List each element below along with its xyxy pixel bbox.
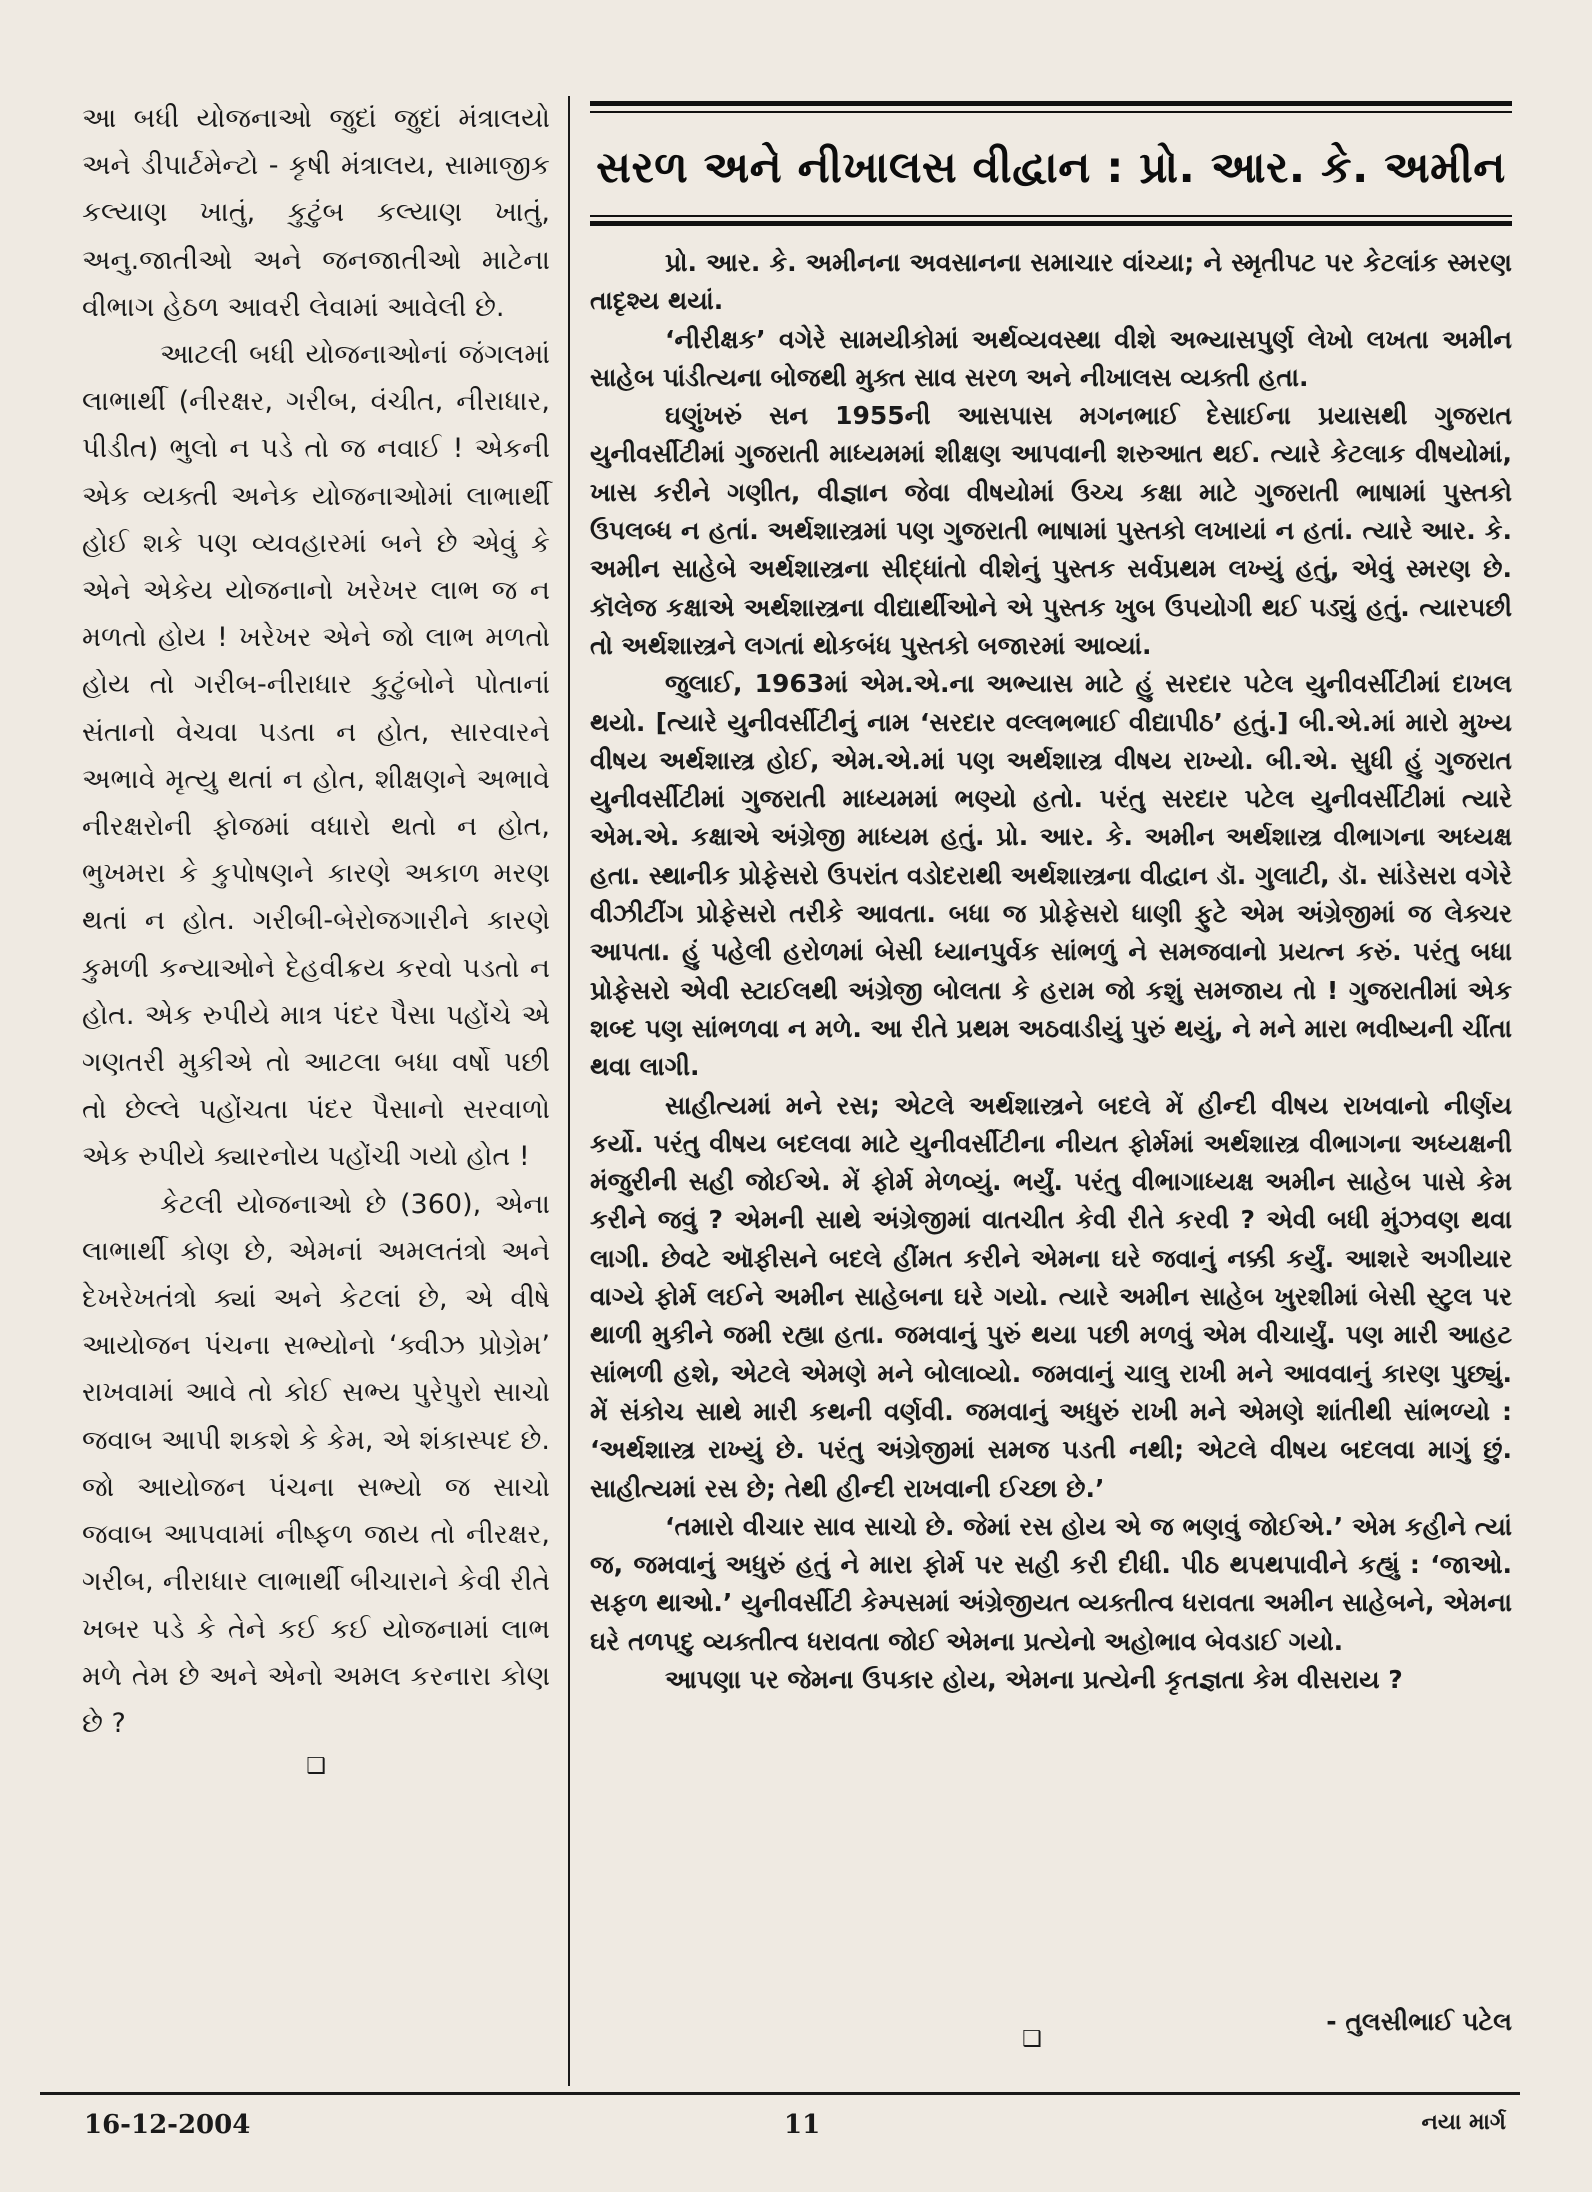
- column-divider: [568, 96, 570, 2086]
- headline-top-rule-thin: [590, 111, 1512, 113]
- left-paragraph: આટલી બધી યોજનાઓનાં જંગલમાં લાભાર્થી (નીરક્ષર, ગરીબ, વંચીત, નીરાધાર, પીડીત) ભુલો ન પડે તો જ નવાઈ ! એકની એક વ્યક્તી અનેક યોજનાઓમાં લાભાર્થી હોઈ શકે પણ વ્યવહારમાં બને છે એવું કે એને એકેય યોજનાનો ખરેખર લાભ જ ન મળતો હોય ! ખરેખર એને જો લાભ મળતો હોય તો ગરીબ-નીરાધાર કુટુંબોને પોતાનાં સંતાનો વેચવા પડતા ન હોત, સારવારને અભાવે મૃત્યુ થતાં ન હોત, શીક્ષણને અભાવે નીરક્ષરોની ફોજમાં વધારો થતો ન હોત, ભુખમરા કે કુપોષણને કારણે અકાળ મરણ થતાં ન હોત. ગરીબી-બેરોજગારીને કારણે કુમળી કન્યાઓને દેહવીક્રય કરવો પડતો ન હોત. એક રુપીયે માત્ર પંદર પૈસા પહોંચે એ ગણતરી મુકીએ તો આટલા બધા વર્ષો પછી તો છેલ્લે પહોંચતા પંદર પૈસાનો સરવાળો એક રુપીયે ક્યારનોય પહોંચી ગયો હોત !: [82, 339, 550, 1173]
- page-number: 11: [784, 2110, 821, 2140]
- article-end-mark: ❑: [1022, 2027, 1042, 2052]
- footer-date: 16-12-2004: [84, 2110, 251, 2140]
- article-paragraph: જુલાઈ, 1963માં એમ.એ.ના અભ્યાસ માટે હું સરદાર પટેલ યુનીવર્સીટીમાં દાખલ થયો. [ત્યારે યુનીવર્સીટીનું નામ ‘સરદાર વલ્લભભાઈ વીદ્યાપીઠ’ હતું.] બી.એ.માં મારો મુખ્ય વીષય અર્થશાસ્ત્ર હોઈ, એમ.એ.માં પણ અર્થશાસ્ત્ર વીષય રાખ્યો. બી.એ. સુધી હું ગુજરાત યુનીવર્સીટીમાં ગુજરાતી માધ્યમમાં ભણ્યો હતો. પરંતુ સરદાર પટેલ યુનીવર્સીટીમાં ત્યારે એમ.એ. કક્ષાએ અંગ્રેજી માધ્યમ હતું. પ્રો. આર. કે. અમીન અર્થશાસ્ત્ર વીભાગના અધ્યક્ષ હતા. સ્થાનીક પ્રોફેસરો ઉપરાંત વડોદરાથી અર્થશાસ્ત્રના વીદ્વાન ડૉ. ગુલાટી, ડૉ. સાંડેસરા વગેરે વીઝીટીંગ પ્રોફેસરો તરીકે આવતા. બધા જ પ્રોફેસરો ધાણી ફુટે એમ અંગ્રેજીમાં જ લેક્ચર આપતા. હું પહેલી હરોળમાં બેસી ધ્યાનપુર્વક સાંભળું ને સમજવાનો પ્રયત્ન કરું. પરંતુ બધા પ્રોફેસરો એવી સ્ટાઈલથી અંગ્રેજી બોલતા કે હરામ જો કશું સમજાય તો ! ગુજરાતીમાં એક શબ્દ પણ સાંભળવા ન મળે. આ રીતે પ્રથમ અઠવાડીયું પુરું થયું, ને મને મારા ભવીષ્યની ચીંતા થવા લાગી.: [590, 669, 1512, 1082]
- footer-rule: [40, 2092, 1520, 2095]
- article-headline: સરળ અને નીખાલસ વીદ્વાન : પ્રો. આર. કે. અમીન: [596, 143, 1506, 193]
- headline-bottom-rule-thin: [590, 215, 1512, 217]
- headline-bottom-rule-thick: [590, 221, 1512, 226]
- headline-top-rule-thick: [590, 101, 1512, 106]
- article-paragraph: આપણા પર જેમના ઉપકાર હોય, એમના પ્રત્યેની કૃતજ્ઞતા કેમ વીસરાય ?: [665, 1664, 1403, 1694]
- left-end-mark: ❑: [306, 1754, 326, 1780]
- article-closing: [590, 2003, 1512, 2063]
- left-paragraph: કેટલી યોજનાઓ છે (360), એના લાભાર્થી કોણ છે, એમનાં અમલતંત્રો અને દેખરેખતંત્રો ક્યાં અને કેટલાં છે, એ વીષે આયોજન પંચના સભ્યોનો ‘ક્વીઝ પ્રોગ્રેમ’ રાખવામાં આવે તો કોઈ સભ્ય પુરેપુરો સાચો જવાબ આપી શકશે કે કેમ, એ શંકાસ્પદ છે. જો આયોજન પંચના સભ્યો જ સાચો જવાબ આપવામાં નીષ્ફળ જાય તો નીરક્ષર, ગરીબ, નીરાધાર લાભાર્થી બીચારાને કેવી રીતે ખબર પડે કે તેને કઈ કઈ યોજનામાં લાભ મળે તેમ છે અને એનો અમલ કરનારા કોણ છે ?: [82, 1188, 550, 1739]
- article-paragraph: ‘નીરીક્ષક’ વગેરે સામયીકોમાં અર્થવ્યવસ્થા વીશે અભ્યાસપુર્ણ લેખો લખતા અમીન સાહેબ પાંડીત્યના બોજથી મુક્ત સાવ સરળ અને નીખાલસ વ્યક્તી હતા.: [590, 324, 1512, 392]
- article-paragraph: ‘તમારો વીચાર સાવ સાચો છે. જેમાં રસ હોય એ જ ભણવું જોઈએ.’ એમ કહીને ત્યાં જ, જમવાનું અધુરું હતું ને મારા ફોર્મ પર સહી કરી દીધી. પીઠ થપથપાવીને કહ્યું : ‘જાઓ. સફળ થાઓ.’ યુનીવર્સીટી કેમ્પસમાં અંગ્રેજીયત વ્યક્તીત્વ ધરાવતા અમીન સાહેબને, એમના ઘરે તળપદુ વ્યક્તીત્વ ધરાવતા જોઈ એમના પ્રત્યેનો અહોભાવ બેવડાઈ ગયો.: [590, 1511, 1512, 1656]
- left-paragraph: આ બધી યોજનાઓ જુદાં જુદાં મંત્રાલયો અને ડીપાર્ટમેન્ટો - કૃષી મંત્રાલય, સામાજીક કલ્યાણ ખાતું, કુટુંબ કલ્યાણ ખાતું, અનુ.જાતીઓ અને જનજાતીઓ માટેના વીભાગ હેઠળ આવરી લેવામાં આવેલી છે.: [82, 103, 550, 323]
- article-author: - તુલસીભાઈ પટેલ: [1326, 2007, 1512, 2036]
- article-paragraph: સાહીત્યમાં મને રસ; એટલે અર્થશાસ્ત્રને બદલે મેં હીન્દી વીષય રાખવાનો નીર્ણય કર્યો. પરંતુ વીષય બદલવા માટે યુનીવર્સીટીના નીયત ફોર્મમાં અર્થશાસ્ત્ર વીભાગના અધ્યક્ષની મંજુરીની સહી જોઈએ. મેં ફોર્મ મેળવ્યું. ભર્યું. પરંતુ વીભાગાધ્યક્ષ અમીન સાહેબ પાસે કેમ કરીને જવું ? એમની સાથે અંગ્રેજીમાં વાતચીત કેવી રીતે કરવી ? એવી બધી મુંઝવણ થવા લાગી. છેવટે ઑફીસને બદલે હીંમત કરીને એમના ઘરે જવાનું નક્કી કર્યું. આશરે અગીયાર વાગ્યે ફોર્મ લઈને અમીન સાહેબના ઘરે ગયો. ત્યારે અમીન સાહેબ ખુરશીમાં બેસી સ્ટુલ પર થાળી મુકીને જમી રહ્યા હતા. જમવાનું પુરું થયા પછી મળવું એમ વીચાર્યું. પણ મારી આહટ સાંભળી હશે, એટલે એમણે મને બોલાવ્યો. જમવાનું ચાલુ રાખી મને આવવાનું કારણ પુછ્યું. મેં સંકોચ સાથે મારી કથની વર્ણવી. જમવાનું અધુરું રાખી મને એમણે શાંતીથી સાંભળ્યો : ‘અર્થશાસ્ત્ર રાખ્યું છે. પરંતુ અંગ્રેજીમાં સમજ પડતી નથી; એટલે વીષય બદલવા માગું છું. સાહીત્યમાં રસ છે; તેથી હીન્દી રાખવાની ઈચ્છા છે.’: [590, 1090, 1512, 1503]
- magazine-name: નયા માર્ગ: [1421, 2110, 1506, 2135]
- article-body: [590, 244, 1512, 1699]
- article-paragraph: ઘણુંખરું સન 1955ની આસપાસ મગનભાઈ દેસાઈના પ્રયાસથી ગુજરાત યુનીવર્સીટીમાં ગુજરાતી માધ્યમમાં શીક્ષણ આપવાની શરુઆત થઈ. ત્યારે કેટલાક વીષયોમાં, ખાસ કરીને ગણીત, વીજ્ઞાન જેવા વીષયોમાં ઉચ્ચ કક્ષા માટે ગુજરાતી ભાષામાં પુસ્તકો ઉપલબ્ધ ન હતાં. અર્થશાસ્ત્રમાં પણ ગુજરાતી ભાષામાં પુસ્તકો લખાયાં ન હતાં. ત્યારે આર. કે. અમીન સાહેબે અર્થશાસ્ત્રના સીદ્ધાંતો વીશેનું પુસ્તક સર્વપ્રથમ લખ્યું હતું, એવું સ્મરણ છે. કૉલેજ કક્ષાએ અર્થશાસ્ત્રના વીદ્યાર્થીઓને એ પુસ્તક ખુબ ઉપયોગી થઈ પડ્યું હતું. ત્યારપછી તો અર્થશાસ્ત્રને લગતાં થોકબંધ પુસ્તકો બજારમાં આવ્યાં.: [590, 401, 1512, 660]
- article-paragraph: પ્રો. આર. કે. અમીનના અવસાનના સમાચાર વાંચ્યા; ને સ્મૃતીપટ પર કેટલાંક સ્મરણ તાદૃશ્ય થયાં.: [590, 248, 1512, 316]
- left-column-text: [82, 95, 550, 1787]
